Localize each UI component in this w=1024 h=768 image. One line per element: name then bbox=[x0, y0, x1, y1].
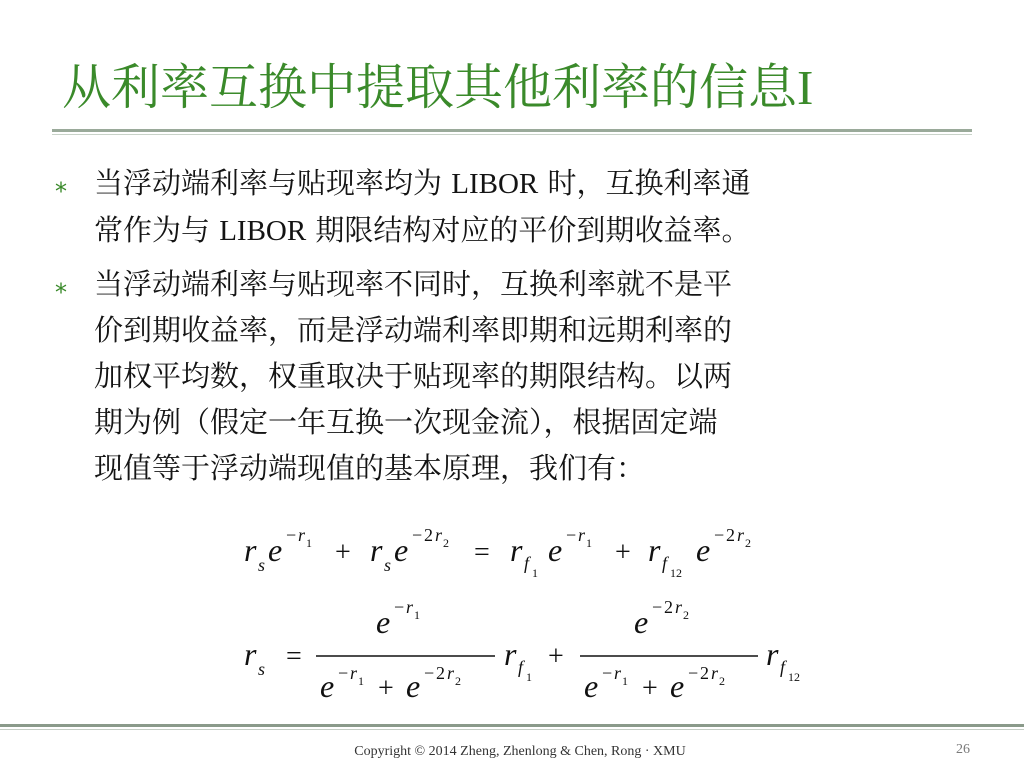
eq2-frac1-den-plus: + bbox=[378, 673, 394, 704]
bullet-2-line-2: 价到期收益率，而是浮动端利率即期和远期利率的 bbox=[94, 313, 733, 347]
eq2-frac1-num-e: e bbox=[376, 604, 391, 640]
eq2-frac1-den-two: 2 bbox=[436, 663, 445, 683]
eq2-frac1-den-sub-1: 1 bbox=[358, 674, 364, 688]
title-divider bbox=[52, 129, 972, 132]
eq1-rhs-sub-f-1: 1 bbox=[532, 566, 538, 580]
bullet-1-libor-2: LIBOR bbox=[219, 215, 307, 247]
eq1-rhs-e2: e bbox=[696, 532, 711, 568]
eq1-e2: e bbox=[394, 532, 409, 568]
eq2-frac2-num-sub-2: 2 bbox=[683, 608, 689, 622]
eq2-frac1-den-r1: r bbox=[350, 663, 358, 683]
equations bbox=[230, 505, 830, 710]
eq2-equals: = bbox=[286, 641, 302, 672]
eq1-rhs-exp-minus: − bbox=[566, 525, 577, 545]
eq2-frac2-den-sub-2: 2 bbox=[719, 674, 725, 688]
eq1-plus-1: + bbox=[335, 537, 351, 568]
eq2-frac2-den-e2: e bbox=[670, 668, 685, 704]
eq2-frac1-den-e2: e bbox=[406, 668, 421, 704]
eq1-rhs-sub-f-12: 12 bbox=[670, 566, 682, 580]
bullet-2-line-3: 加权平均数，权重取决于贴现率的期限结构。以两 bbox=[94, 359, 733, 393]
eq2-rf12-r: r bbox=[766, 636, 779, 672]
bullet-asterisk-icon: ⁎ bbox=[55, 170, 67, 198]
eq2-frac2-num-two: 2 bbox=[664, 597, 673, 617]
bullet-item-2 bbox=[52, 261, 992, 491]
eq1-rhs-r2: r bbox=[648, 532, 661, 568]
footer-copyright: Copyright © 2014 Zheng, Zhenlong & Chen, Rong · XMU bbox=[354, 744, 686, 759]
eq2-frac1-den-e1: e bbox=[320, 668, 335, 704]
eq1-rhs-sub-f: f bbox=[524, 553, 530, 573]
eq2-frac2-num-r: r bbox=[675, 597, 683, 617]
eq1-exp2-sub-2: 2 bbox=[443, 536, 449, 550]
eq1-exp2-two: 2 bbox=[424, 525, 433, 545]
eq1-rhs-e: e bbox=[548, 532, 563, 568]
eq2-frac1-num-r: r bbox=[406, 597, 414, 617]
eq1-exp-r: r bbox=[298, 525, 306, 545]
eq1-exp2-minus: − bbox=[412, 525, 423, 545]
footer-divider-thin bbox=[0, 729, 1024, 730]
eq2-frac2-den-r1: r bbox=[614, 663, 622, 683]
bullet-text-1 bbox=[94, 160, 974, 254]
bullet-item-1 bbox=[52, 160, 992, 254]
bullet-1-libor-1: LIBOR bbox=[451, 168, 539, 200]
eq2-frac2-den-e1: e bbox=[584, 668, 599, 704]
eq2-rf12-sub-f: f bbox=[780, 657, 786, 677]
equation-1 bbox=[244, 525, 751, 580]
eq2-frac1-den-minus1: − bbox=[338, 663, 349, 683]
eq2-frac2-den-two: 2 bbox=[700, 663, 709, 683]
eq2-frac2-den-minus1: − bbox=[602, 663, 613, 683]
eq2-r: r bbox=[244, 636, 257, 672]
eq2-frac2-den-plus: + bbox=[642, 673, 658, 704]
bullet-list bbox=[52, 160, 992, 498]
bullet-1-line-2-a: 常作为与 bbox=[94, 213, 220, 247]
bullet-asterisk-icon: ⁎ bbox=[55, 271, 67, 299]
title-divider-thin bbox=[52, 134, 972, 135]
eq1-rhs-r: r bbox=[510, 532, 523, 568]
slide-title-text: 从利率互换中提取其他利率的信息 bbox=[62, 59, 798, 116]
eq2-frac1-num-minus: − bbox=[394, 597, 405, 617]
eq2-sub-s: s bbox=[258, 659, 266, 679]
equation-2 bbox=[244, 597, 800, 704]
footer-divider bbox=[0, 724, 1024, 727]
bullet-1-line-1-a: 当浮动端利率与贴现率均为 bbox=[94, 166, 452, 200]
eq1-rhs-exp2-minus: − bbox=[714, 525, 725, 545]
eq1-sub-s2: s bbox=[384, 555, 392, 575]
bullet-1-line-1-c: 时，互换利率通 bbox=[538, 166, 751, 200]
eq2-rf1-sub-1: 1 bbox=[526, 670, 532, 684]
eq1-exp-sub-1: 1 bbox=[306, 536, 312, 550]
eq2-plus: + bbox=[548, 641, 564, 672]
bullet-2-line-4: 期为例（假定一年互换一次现金流），根据固定端 bbox=[94, 405, 718, 439]
bullet-1-line-2-c: 期限结构对应的平价到期收益率。 bbox=[306, 213, 751, 247]
bullet-text-2 bbox=[94, 261, 974, 491]
eq1-rhs-exp2-r: r bbox=[737, 525, 745, 545]
eq2-rf1-r: r bbox=[504, 636, 517, 672]
slide-title-roman: I bbox=[797, 60, 814, 115]
eq1-exp-minus: − bbox=[286, 525, 297, 545]
eq2-frac2-den-minus2: − bbox=[688, 663, 699, 683]
bullet-2-line-1: 当浮动端利率与贴现率不同时，互换利率就不是平 bbox=[94, 267, 733, 301]
eq1-rhs-exp2-two: 2 bbox=[726, 525, 735, 545]
eq2-frac2-den-sub-1: 1 bbox=[622, 674, 628, 688]
eq2-frac2-den-r2: r bbox=[711, 663, 719, 683]
eq2-rf12-sub-12: 12 bbox=[788, 670, 800, 684]
eq2-frac1-num-sub-1: 1 bbox=[414, 608, 420, 622]
eq1-rhs-exp-sub-1: 1 bbox=[586, 536, 592, 550]
slide-title bbox=[62, 52, 1002, 124]
eq1-rhs-exp2-sub-2: 2 bbox=[745, 536, 751, 550]
eq1-r: r bbox=[244, 532, 257, 568]
eq1-exp2-r: r bbox=[435, 525, 443, 545]
eq2-frac1-den-minus2: − bbox=[424, 663, 435, 683]
eq1-sub-s: s bbox=[258, 555, 266, 575]
eq2-frac1-den-sub-2: 2 bbox=[455, 674, 461, 688]
eq2-frac2-num-minus: − bbox=[652, 597, 663, 617]
eq2-frac1-den-r2: r bbox=[447, 663, 455, 683]
eq2-frac2-num-e: e bbox=[634, 604, 649, 640]
eq1-rhs-exp-r: r bbox=[578, 525, 586, 545]
eq1-rhs-sub-f2: f bbox=[662, 553, 668, 573]
eq1-equals: = bbox=[474, 537, 490, 568]
eq2-rf1-sub-f: f bbox=[518, 657, 524, 677]
eq1-r2: r bbox=[370, 532, 383, 568]
bullet-2-line-5: 现值等于浮动端现值的基本原理，我们有： bbox=[94, 451, 646, 485]
eq1-plus-2: + bbox=[615, 537, 631, 568]
page-number: 26 bbox=[956, 742, 970, 757]
eq1-e: e bbox=[268, 532, 283, 568]
